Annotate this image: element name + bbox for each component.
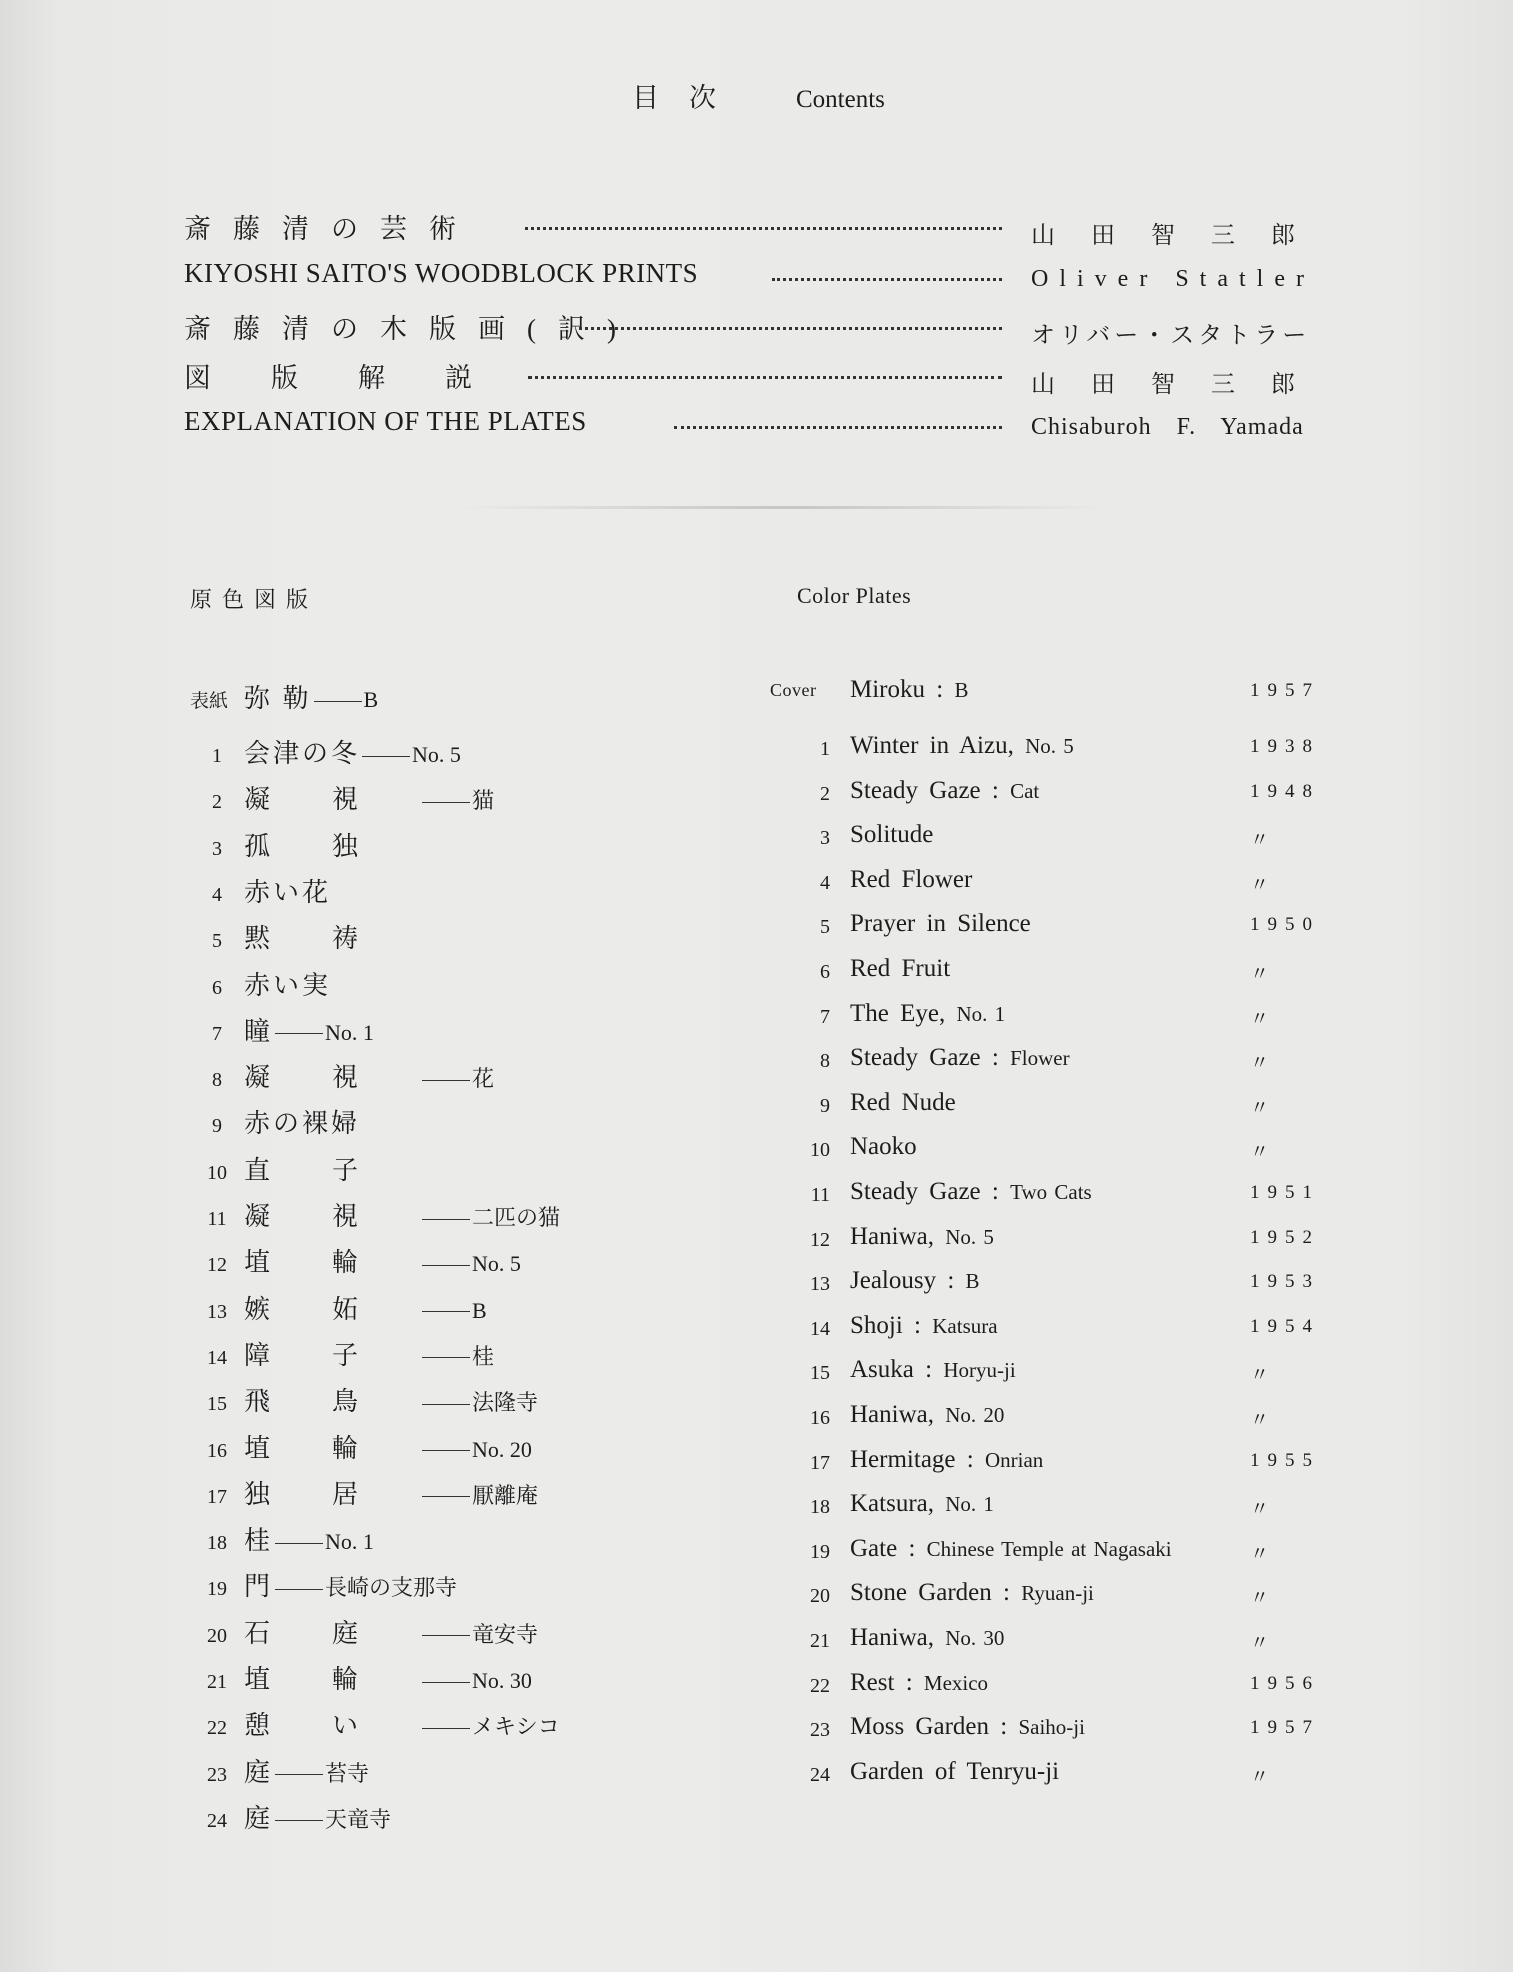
plate-year: 〃 [1250, 1499, 1278, 1521]
toc-leader-dots [579, 327, 1002, 330]
list-item [190, 1566, 457, 1606]
plate-year: 〃 [1250, 1008, 1278, 1030]
plate-subtitle: 厭離庵 [472, 1482, 539, 1508]
plate-title [850, 1713, 1085, 1741]
dash-separator [422, 1450, 470, 1451]
plate-year: 〃 [1250, 1142, 1278, 1164]
plate-title-main: Steady Gaze : [850, 1044, 999, 1072]
plate-title-main: Jealousy : [850, 1267, 955, 1295]
plate-title [850, 866, 972, 894]
plate-title [850, 1089, 956, 1117]
plate-number: 3 [212, 837, 222, 860]
plate-title [850, 1446, 1043, 1474]
plate-title: 庭 [244, 1803, 274, 1833]
dash-separator [422, 1635, 470, 1636]
plate-number: 22 [810, 1674, 830, 1697]
plate-title: 瞳 [244, 1016, 274, 1046]
plate-title-main: Winter in Aizu, [850, 732, 1014, 759]
plate-title: 赤い実 [244, 970, 332, 1000]
plate-subtitle: Two Cats [1010, 1180, 1092, 1204]
list-item [770, 1535, 1330, 1575]
plate-title: 赤の裸婦 [244, 1109, 361, 1139]
plate-number: 13 [207, 1300, 227, 1323]
list-item [190, 918, 420, 958]
plate-title [850, 1178, 1092, 1206]
plate-year: 1954 [1250, 1315, 1320, 1337]
plate-subtitle: No. 20 [472, 1436, 532, 1462]
plate-subtitle: 花 [472, 1066, 495, 1092]
plate-subtitle: 苔寺 [325, 1760, 370, 1786]
plate-title [850, 732, 1074, 760]
contents-title-en: Contents [796, 86, 885, 113]
plate-title-main: Solitude [850, 821, 934, 849]
plate-year: 1957 [1250, 680, 1320, 701]
list-item [190, 1520, 374, 1560]
list-item [770, 777, 1330, 817]
plate-title [850, 1267, 980, 1295]
list-item [770, 1312, 1330, 1352]
plate-subtitle: Horyu-ji [943, 1358, 1016, 1383]
plate-title: 障子 [244, 1340, 421, 1370]
dash-separator [275, 1033, 323, 1034]
plate-number: 20 [207, 1624, 227, 1647]
plate-subtitle: 猫 [472, 788, 495, 814]
plate-year: 〃 [1250, 1766, 1278, 1788]
plate-number: 1 [212, 745, 222, 767]
list-item [770, 821, 1330, 861]
plate-title-main: Moss Garden : [850, 1713, 1008, 1741]
plate-title: 桂 [244, 1526, 274, 1556]
toc-entry-title: 斎藤清の芸術 [184, 214, 478, 244]
plate-subtitle: B [954, 678, 969, 702]
toc-entry-title: 図版解説 [184, 363, 532, 393]
plate-title-main: Rest : [850, 1668, 913, 1696]
list-item [190, 1335, 494, 1375]
plate-subtitle: 桂 [472, 1343, 495, 1369]
plate-title-main: Red Flower [850, 865, 973, 893]
dash-separator [422, 1219, 470, 1220]
plate-number: 15 [207, 1393, 227, 1416]
plate-subtitle: B [472, 1297, 487, 1323]
plate-year: 〃 [1250, 964, 1278, 985]
plate-title-main: The Eye, [850, 999, 946, 1027]
dash-separator [422, 1404, 470, 1405]
plate-number: 21 [207, 1671, 227, 1693]
plate-subtitle: Saiho-ji [1018, 1715, 1085, 1740]
list-item [190, 1196, 560, 1236]
toc-leader-dots [528, 376, 1002, 379]
plate-title-main: Hermitage : [850, 1445, 974, 1473]
plate-number: 5 [212, 930, 222, 953]
list-item [770, 955, 1330, 995]
plate-number: 2 [212, 791, 222, 814]
plate-title-main: Gate : [850, 1534, 916, 1562]
dash-separator [422, 1080, 470, 1081]
plate-title-main: Red Fruit [850, 955, 951, 982]
plate-title [850, 955, 950, 983]
plate-title [850, 821, 933, 849]
plate-year: 1956 [1250, 1672, 1320, 1694]
plate-title [850, 1401, 1004, 1429]
plate-number: 11 [810, 1184, 830, 1206]
plate-number: 13 [810, 1273, 830, 1296]
list-item [770, 1401, 1330, 1441]
plate-title [850, 1669, 988, 1697]
list-item [190, 1289, 487, 1329]
plate-title [850, 1579, 1094, 1607]
plate-title: 憩い [244, 1711, 421, 1741]
plate-number: 3 [820, 827, 830, 850]
plate-subtitle: No. 30 [472, 1668, 532, 1693]
plate-title [850, 1133, 917, 1161]
list-item [770, 910, 1330, 950]
dash-separator [275, 1820, 323, 1821]
list-item [770, 1223, 1330, 1263]
plate-subtitle: No. 5 [412, 742, 461, 767]
list-item [190, 1150, 420, 1190]
plate-subtitle: B [363, 687, 379, 712]
plate-title: 門 [244, 1572, 274, 1602]
toc-entry-author: オリバー・スタトラー [1031, 323, 1311, 349]
plate-year: 1955 [1250, 1449, 1320, 1471]
plate-number: 12 [810, 1228, 830, 1251]
plate-title: 赤い花 [244, 877, 332, 907]
plate-year: 1950 [1250, 914, 1320, 936]
list-item [190, 779, 494, 819]
plate-number: 15 [810, 1362, 830, 1385]
plate-subtitle: No. 1 [956, 1001, 1006, 1026]
plate-number: 14 [810, 1317, 830, 1340]
plate-year: 1957 [1250, 1717, 1320, 1739]
toc-entry-author: 山田智三郎 [1031, 223, 1331, 249]
dash-separator [314, 701, 362, 702]
list-item [770, 1579, 1330, 1619]
plate-number: 5 [820, 916, 830, 939]
list-item [770, 676, 1330, 716]
plate-number: 12 [207, 1254, 227, 1277]
plate-subtitle: Cat [1010, 778, 1040, 803]
toc-row [184, 406, 1319, 446]
plate-title-main: Haniwa, [850, 1624, 934, 1651]
plate-title: 飛鳥 [244, 1387, 421, 1417]
plate-title-main: Red Nude [850, 1088, 956, 1116]
plate-number: Cover [770, 680, 817, 700]
plate-number: 4 [212, 883, 222, 906]
plate-year: 〃 [1250, 1053, 1278, 1075]
plate-subtitle: Katsura [932, 1313, 998, 1338]
plate-number: 2 [820, 782, 830, 805]
section-heading-jp: 原色図版 [190, 587, 319, 612]
plate-number: 14 [207, 1346, 227, 1369]
plate-title: 庭 [244, 1757, 274, 1787]
plate-title-main: Katsura, [850, 1490, 934, 1518]
plate-title-main: Stone Garden : [850, 1579, 1010, 1607]
plate-number: 16 [810, 1407, 830, 1429]
list-item [190, 1474, 538, 1514]
list-item [770, 866, 1330, 906]
plate-number: 16 [207, 1439, 227, 1462]
contents-title-jp: 目次 [632, 83, 746, 113]
dash-separator [275, 1543, 323, 1544]
list-item [770, 1133, 1330, 1173]
list-item [770, 1356, 1330, 1396]
plate-subtitle: Flower [1010, 1046, 1070, 1071]
plate-number: 1 [820, 738, 830, 760]
list-item [770, 1713, 1330, 1753]
toc-entry-author: Chisaburoh F. Yamada [1031, 414, 1304, 440]
plate-subtitle: 長崎の支那寺 [325, 1575, 458, 1601]
list-item [190, 1103, 360, 1143]
plate-subtitle: No. 5 [472, 1251, 521, 1277]
plate-number: 20 [810, 1585, 830, 1608]
plate-year: 1948 [1250, 780, 1320, 802]
dash-separator [422, 1265, 470, 1266]
plate-number: 18 [810, 1496, 830, 1519]
plate-number: 4 [820, 871, 830, 894]
list-item [190, 1011, 374, 1051]
plate-number: 18 [207, 1532, 227, 1555]
list-item [190, 733, 461, 773]
plate-number: 9 [212, 1115, 222, 1138]
list-item [190, 965, 331, 1005]
list-item [190, 1381, 538, 1421]
plate-title-main: Asuka : [850, 1356, 933, 1384]
plate-title: 独居 [244, 1479, 421, 1509]
list-item [190, 1613, 538, 1653]
plate-number: 表紙 [190, 691, 229, 712]
list-item [770, 1446, 1330, 1486]
toc-leader-dots [525, 227, 1002, 230]
plate-year: 〃 [1250, 1365, 1278, 1387]
plate-number: 6 [212, 976, 222, 999]
plate-title: 直子 [244, 1155, 421, 1185]
plate-number: 8 [212, 1069, 222, 1092]
list-item [770, 1000, 1330, 1040]
plate-title: 会津の冬 [244, 739, 361, 768]
plate-subtitle: No. 1 [325, 1019, 374, 1045]
list-item [190, 1057, 494, 1097]
plate-year: 1953 [1250, 1271, 1320, 1293]
list-item [770, 1669, 1330, 1709]
plate-title [850, 1044, 1070, 1072]
toc-row [184, 307, 1319, 347]
toc-row [184, 207, 1331, 249]
divider [460, 506, 1110, 509]
plate-number: 19 [207, 1578, 227, 1601]
list-item [770, 732, 1330, 772]
plate-subtitle: No. 20 [945, 1403, 1005, 1427]
plate-title-main: Haniwa, [850, 1401, 934, 1428]
plate-number: 9 [820, 1094, 830, 1117]
plate-title [850, 1535, 1172, 1563]
dash-separator [422, 1311, 470, 1312]
plate-title: 埴輪 [244, 1665, 421, 1694]
plate-title [850, 1000, 1005, 1028]
plate-year: 〃 [1250, 1097, 1278, 1119]
plate-number: 21 [810, 1630, 830, 1652]
plate-subtitle: 法隆寺 [472, 1390, 539, 1416]
toc-leader-dots [772, 278, 1002, 281]
plate-number: 17 [207, 1485, 227, 1508]
plate-subtitle: No. 1 [325, 1529, 374, 1555]
plate-title-main: Steady Gaze : [850, 776, 999, 804]
plate-title [850, 910, 1031, 938]
list-item [190, 1659, 532, 1699]
toc-row [184, 356, 1331, 398]
plate-title: 弥 勒 [244, 684, 312, 713]
plate-title-main: Steady Gaze : [850, 1178, 999, 1205]
list-item [190, 1752, 369, 1792]
toc-entry-title: 斎藤清の木版画(訳) [184, 314, 638, 344]
plate-year: 1952 [1250, 1226, 1320, 1248]
dash-separator [422, 1728, 470, 1729]
plate-subtitle: B [965, 1269, 980, 1294]
toc-entry-author: Oliver Statler [1031, 266, 1315, 292]
plate-year: 〃 [1250, 1588, 1278, 1610]
plate-number: 24 [207, 1809, 227, 1832]
plate-number: 6 [820, 961, 830, 983]
plate-title: 孤独 [244, 831, 421, 861]
plate-title [850, 1356, 1016, 1384]
plate-year: 〃 [1250, 874, 1278, 896]
plate-number: 23 [207, 1763, 227, 1786]
dash-separator [422, 802, 470, 803]
dash-separator [362, 756, 410, 757]
dash-separator [422, 1682, 470, 1683]
plate-title [850, 777, 1039, 805]
plate-year: 〃 [1250, 1543, 1278, 1565]
plate-subtitle: 天竜寺 [325, 1806, 392, 1832]
plate-subtitle: Mexico [923, 1670, 989, 1695]
plate-title-main: Garden of Tenryu-ji [850, 1757, 1060, 1785]
plate-number: 19 [810, 1540, 830, 1563]
plate-number: 11 [207, 1208, 227, 1230]
list-item [770, 1758, 1330, 1798]
plate-title [850, 1758, 1059, 1786]
list-item [190, 678, 378, 718]
plate-title [850, 676, 968, 704]
list-item [190, 826, 420, 866]
dash-separator [422, 1357, 470, 1358]
list-item [770, 1044, 1330, 1084]
plate-number: 22 [207, 1717, 227, 1740]
dash-separator [275, 1774, 323, 1775]
plate-number: 24 [810, 1763, 830, 1786]
plate-title [850, 1490, 994, 1518]
plate-title-main: Naoko [850, 1133, 917, 1161]
list-item [190, 1242, 521, 1282]
plate-title [850, 1312, 998, 1340]
plate-year: 1938 [1250, 736, 1320, 757]
plate-title [850, 1223, 994, 1251]
toc-leader-dots [674, 426, 1002, 429]
list-item [770, 1490, 1330, 1530]
plate-subtitle: 二匹の猫 [472, 1205, 561, 1230]
dash-separator [275, 1589, 323, 1590]
plate-number: 17 [810, 1451, 830, 1474]
plate-title-main: Miroku : [850, 676, 944, 703]
plate-year: 〃 [1250, 1410, 1278, 1431]
list-item [190, 1705, 560, 1745]
dash-separator [422, 1496, 470, 1497]
plate-title: 埴輪 [244, 1248, 421, 1278]
plate-title: 黙祷 [244, 924, 421, 954]
plate-title-main: Haniwa, [850, 1222, 934, 1250]
list-item [770, 1178, 1330, 1218]
plate-subtitle: No. 30 [945, 1626, 1005, 1650]
list-item [770, 1624, 1330, 1664]
plate-title: 凝視 [244, 1063, 421, 1093]
plate-number: 23 [810, 1719, 830, 1742]
plate-title: 埴輪 [244, 1433, 421, 1463]
plate-subtitle: No. 5 [1025, 734, 1074, 758]
list-item [190, 872, 331, 912]
plate-subtitle: 竜安寺 [472, 1621, 539, 1647]
plate-subtitle: Ryuan-ji [1021, 1581, 1094, 1606]
plate-number: 7 [820, 1005, 830, 1028]
plate-title: 石庭 [244, 1618, 421, 1648]
plate-subtitle: Chinese Temple at Nagasaki [926, 1536, 1172, 1561]
plate-title-main: Prayer in Silence [850, 910, 1031, 938]
plate-year: 1951 [1250, 1182, 1320, 1203]
plate-title: 嫉妬 [244, 1294, 421, 1324]
list-item [190, 1428, 532, 1468]
plate-title: 凝視 [244, 1202, 421, 1231]
plate-subtitle: No. 1 [945, 1492, 994, 1517]
list-item [770, 1267, 1330, 1307]
section-heading-en: Color Plates [797, 583, 912, 608]
plate-year: 〃 [1250, 1633, 1278, 1654]
list-item [770, 1089, 1330, 1129]
toc-entry-author: 山田智三郎 [1031, 372, 1331, 398]
toc-entry-title: EXPLANATION OF THE PLATES [184, 406, 587, 436]
plate-year: 〃 [1250, 830, 1278, 852]
plate-number: 7 [212, 1022, 222, 1045]
toc-entry-title: KIYOSHI SAITO'S WOODBLOCK PRINTS [184, 258, 699, 288]
plate-number: 8 [820, 1050, 830, 1073]
plate-title [850, 1624, 1004, 1652]
plate-number: 10 [207, 1161, 227, 1184]
plate-subtitle: メキシコ [472, 1714, 560, 1740]
plate-subtitle: No. 5 [945, 1224, 994, 1249]
plate-subtitle: Onrian [984, 1447, 1044, 1472]
plate-title-main: Shoji : [850, 1311, 921, 1339]
plate-title: 凝視 [244, 785, 421, 815]
toc-row [184, 258, 1319, 298]
plate-number: 10 [810, 1139, 830, 1162]
list-item [190, 1798, 391, 1838]
